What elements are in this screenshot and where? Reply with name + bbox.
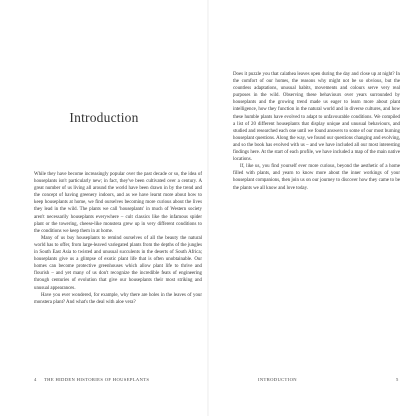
- left-page-body: [34, 171, 202, 306]
- right-page-number: 5: [396, 377, 399, 382]
- left-page-number: 4: [34, 377, 37, 382]
- right-page: [208, 0, 416, 416]
- chapter-title: Introduction: [69, 110, 139, 125]
- right-page-body: [233, 71, 400, 192]
- right-running-head: INTRODUCTION: [258, 377, 297, 382]
- body-paragraph: If, like us, you find yourself ever more curious, beyond the aesthetic of a home filled with plants, and yearn to know more about the inner workings of your houseplant companions, then join us on our journey to discover how they came to be the plants we all know and love today.: [233, 164, 400, 191]
- body-paragraph: Many of us buy houseplants to remind ourselves of all the beauty the natural world has to offer, from large-leaved variegated plants from the depths of the jungles in South East Asia to twisted and unusual succulents in the deserts of South Africa; houseplants give us a glimpse of exotic plant life that is often unobtainable. Our homes can become protective greenhouses which allow plant life to thrive and flourish – and yet many of us don't recognize the incredible feats of engineering through centuries of evolution that give our houseplants their most striking and unusual appearances.: [34, 235, 202, 291]
- body-paragraph: While they have become increasingly popular over the past decade or so, the idea of houseplants isn't particularly new; in fact, they've been cultivated over a century. A great number of us living all around the world have been drawn in by the trend and the concept of having greenery indoors, and as we have learnt more about how to keep houseplants at home, we find ourselves becoming more curious about the lives they lead in the wild. The plants we call 'houseplants' in much of Western society aren't necessarily houseplants everywhere – cult classics like the infamous spider plant or the towering, cheese-like monstera grew up in very different conditions to the conditions we keep them in at home.: [34, 172, 202, 234]
- body-paragraph: Does it puzzle you that calathea leaves open during the day and close up at night? In the comfort of our homes, the reasons why might not be so obvious, but the countless adaptations, unusual habits, movements and colours serve very real purposes in the wild. Observing these behaviours over years surrounded by houseplants and the growing trend made us eager to learn more about plant intelligence, how they function in the natural world and in diverse cultures, and how these humble plants have evolved to adapt to unfavourable conditions. We compiled a list of 20 different houseplants that display unique and unusual behaviours, and studied and researched each one until we found answers to some of our most burning houseplant questions. Along the way, we found our questions changing and evolving, and so the book has evolved with us – and we have included all our most interesting findings here. At the start of each profile, we have included a map of the main native locations.: [233, 72, 400, 163]
- left-running-head: THE HIDDEN HISTORIES OF HOUSEPLANTS: [44, 377, 150, 382]
- body-paragraph: Have you ever wondered, for example, why there are holes in the leaves of your monstera plant? And what's the deal with aloe vera?: [34, 292, 202, 305]
